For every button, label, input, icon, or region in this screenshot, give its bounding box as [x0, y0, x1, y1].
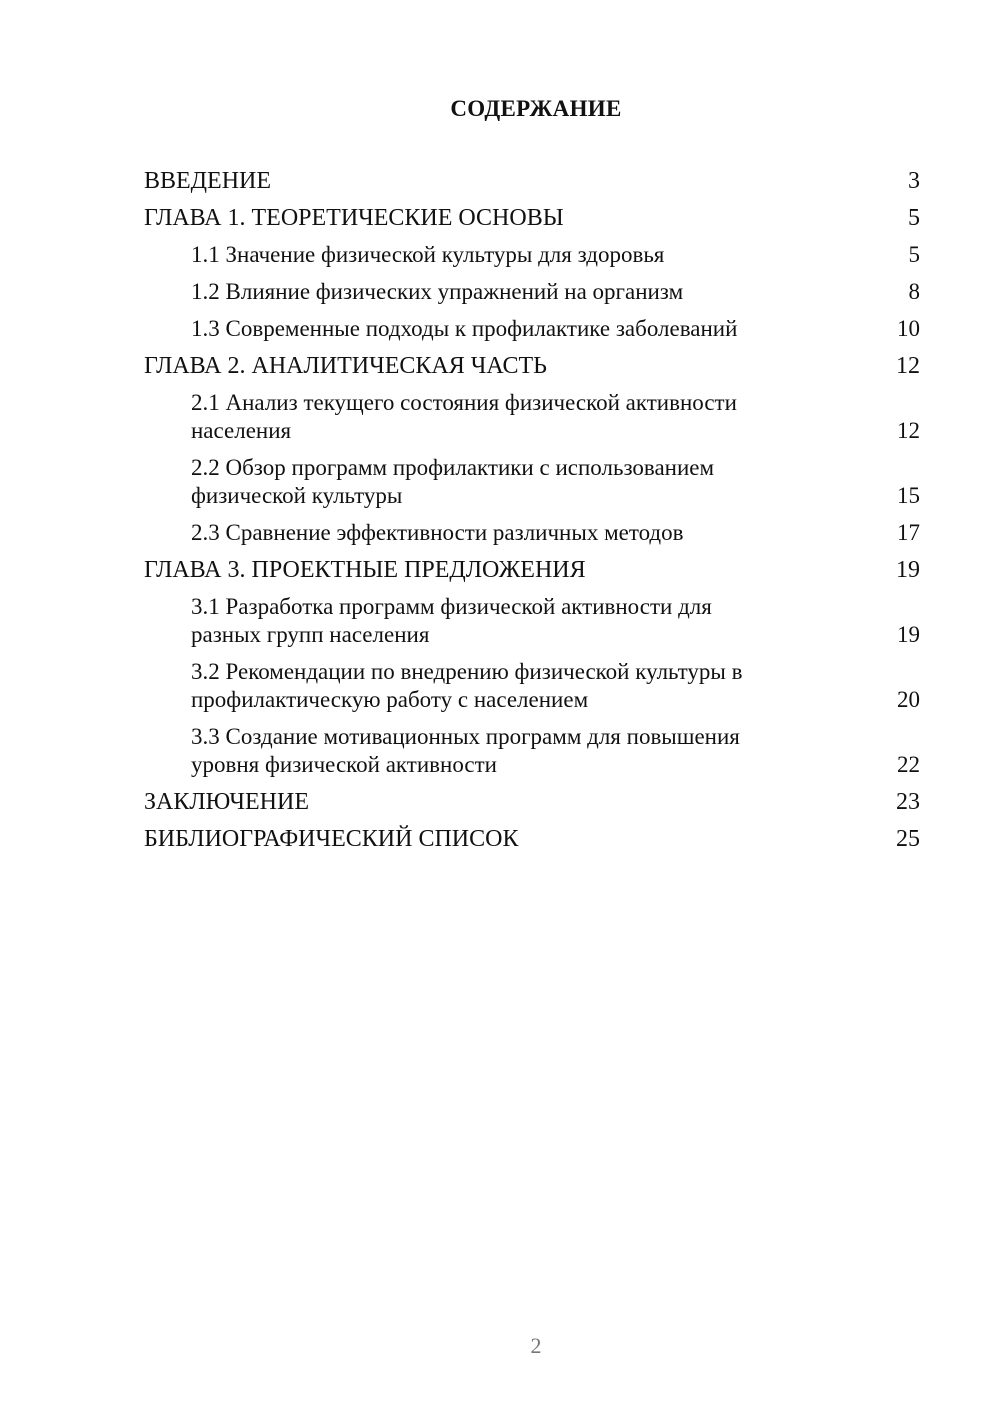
toc-entry-page: 12 [897, 418, 920, 443]
toc-entry-chapter-2 [144, 352, 920, 380]
toc-entry-section-3-2 [144, 658, 920, 714]
toc-entry-label: 3.1 Разработка программ физической активности для разных групп населения [191, 594, 712, 647]
toc-entry-chapter-1 [144, 204, 920, 232]
toc-entry-label: 1.3 Современные подходы к профилактике заболеваний [191, 316, 738, 341]
toc-entry-label: 1.2 Влияние физических упражнений на организм [191, 279, 684, 304]
toc-entry-page: 8 [908, 279, 920, 304]
toc-entry-label: 1.1 Значение физической культуры для здоровья [191, 242, 665, 267]
toc-entry-page: 3 [908, 168, 920, 194]
toc-entry-conclusion [144, 788, 920, 816]
toc-entry-page: 5 [908, 242, 920, 267]
toc-entry-label: 2.3 Сравнение эффективности различных методов [191, 520, 684, 545]
page-title: СОДЕРЖАНИЕ [450, 96, 622, 121]
toc-entry-page: 12 [896, 353, 920, 379]
toc-entry-label: БИБЛИОГРАФИЧЕСКИЙ СПИСОК [144, 826, 519, 852]
toc-entry-page: 20 [897, 687, 920, 712]
toc-entry-page: 15 [897, 483, 920, 508]
toc-entry-section-3-3 [144, 723, 920, 779]
toc-entry-label: 2.2 Обзор программ профилактики с использованием физической культуры [191, 455, 715, 508]
toc-entry-page: 19 [897, 622, 920, 647]
toc-entry-label: 3.3 Создание мотивационных программ для повышения уровня физической активности [191, 724, 740, 777]
toc-entry-page: 5 [908, 205, 920, 231]
toc-entry-section-1-2 [144, 278, 920, 306]
toc-entry-label: ГЛАВА 1. ТЕОРЕТИЧЕСКИЕ ОСНОВЫ [144, 205, 564, 231]
toc-entry-section-2-2 [144, 454, 920, 510]
toc-entry-label: 2.1 Анализ текущего состояния физической активности населения [191, 390, 737, 443]
toc-entry-page: 10 [897, 316, 920, 341]
toc-entry-page: 25 [896, 826, 920, 852]
table-of-contents [144, 167, 920, 862]
toc-entry-label: ГЛАВА 3. ПРОЕКТНЫЕ ПРЕДЛОЖЕНИЯ [144, 557, 586, 583]
toc-entry-section-2-1 [144, 389, 920, 445]
toc-entry-label: ЗАКЛЮЧЕНИЕ [144, 789, 309, 815]
toc-entry-section-1-3 [144, 315, 920, 343]
toc-entry-page: 23 [896, 789, 920, 815]
toc-entry-chapter-3 [144, 556, 920, 584]
toc-entry-page: 17 [897, 520, 920, 545]
toc-entry-section-2-3 [144, 519, 920, 547]
page-number: 2 [530, 1333, 542, 1358]
toc-entry-label: ВВЕДЕНИЕ [144, 168, 272, 194]
toc-entry-label: ГЛАВА 2. АНАЛИТИЧЕСКАЯ ЧАСТЬ [144, 353, 547, 379]
toc-entry-section-3-1 [144, 593, 920, 649]
toc-entry-bibliography [144, 825, 920, 853]
toc-entry-page: 19 [896, 557, 920, 583]
toc-entry-section-1-1 [144, 241, 920, 269]
toc-entry-introduction [144, 167, 920, 195]
toc-entry-page: 22 [897, 752, 920, 777]
toc-entry-label: 3.2 Рекомендации по внедрению физической культуры в профилактическую работу с населением [191, 659, 743, 712]
